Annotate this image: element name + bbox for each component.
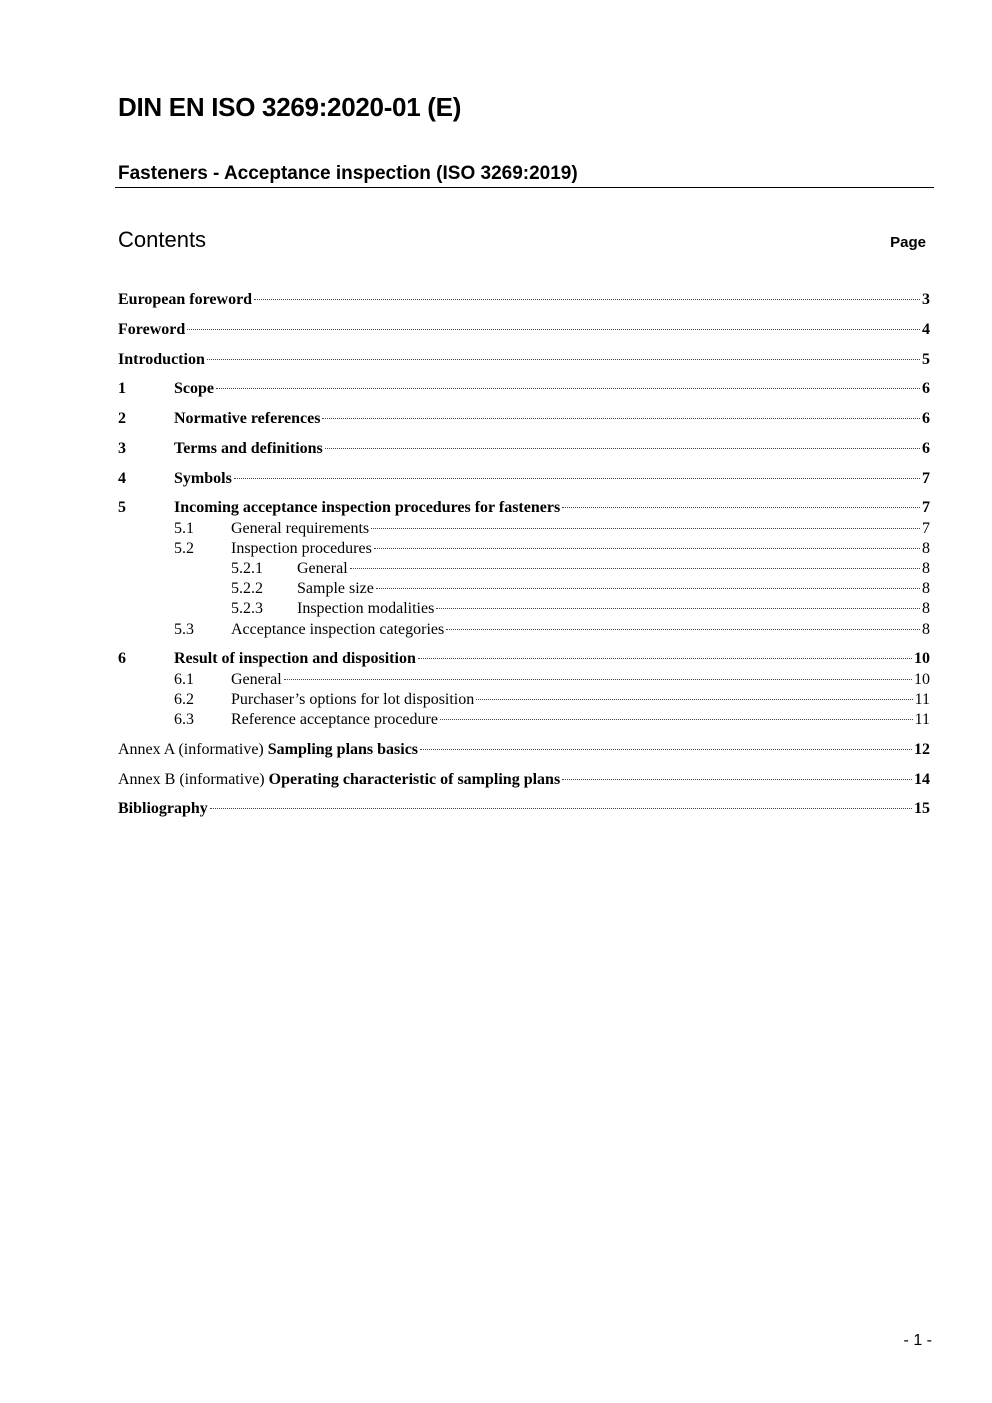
table-of-contents [118,290,930,819]
toc-entry-number: 5.2.1 [231,560,263,578]
toc-entry-page: 8 [922,580,930,598]
toc-entry-number: 1 [118,380,126,398]
toc-entry[interactable] [118,290,930,310]
toc-entry[interactable] [118,579,930,599]
toc-entry-title: Foreword [118,320,186,338]
toc-leader-dots [476,699,912,700]
toc-entry[interactable] [118,379,930,399]
toc-leader-dots [374,548,920,549]
toc-entry-title: General [297,560,348,578]
toc-entry-title: Incoming acceptance inspection procedures for fasteners [174,499,561,517]
toc-leader-dots [350,568,920,569]
toc-entry-page: 14 [914,770,930,788]
toc-entry-title: Result of inspection and disposition [174,650,416,668]
toc-entry[interactable] [118,559,930,579]
toc-entry-title: Symbols [174,469,232,487]
toc-entry-number: 6.1 [174,670,194,688]
toc-entry-page: 8 [922,560,930,578]
toc-entry-annex-prefix: Annex B (informative) [118,770,269,788]
toc-leader-dots [254,299,920,300]
toc-leader-dots [284,679,912,680]
toc-entry-page: 4 [922,320,930,338]
toc-entry-number: 5.3 [174,620,194,638]
toc-leader-dots [234,478,920,479]
toc-entry[interactable] [118,498,930,518]
toc-entry-number: 3 [118,439,126,457]
toc-entry-annex-prefix: Annex A (informative) [118,740,268,758]
toc-leader-dots [418,658,912,659]
toc-entry-number: 5.2.2 [231,580,263,598]
toc-leader-dots [216,388,920,389]
toc-leader-dots [322,418,920,419]
toc-entry[interactable] [118,439,930,459]
toc-entry[interactable] [118,690,930,710]
toc-leader-dots [562,779,912,780]
toc-entry-number: 6 [118,650,126,668]
toc-entry-page: 15 [914,800,930,818]
document-subtitle: Fasteners - Acceptance inspection (ISO 3269:2019) [118,163,578,184]
toc-entry-title: Normative references [174,410,321,428]
page-number: - 1 - [903,1332,932,1349]
title-divider [115,187,934,188]
toc-entry-annex-title: Operating characteristic of sampling plans [268,770,561,788]
toc-entry-title [118,740,418,760]
toc-entry-page: 6 [922,410,930,428]
toc-entry[interactable] [118,649,930,669]
toc-leader-dots [436,608,920,609]
toc-entry-page: 10 [914,670,930,688]
toc-entry-title: General [231,670,282,688]
toc-entry-number: 4 [118,469,126,487]
toc-entry-annex-title: Sampling plans basics [267,740,419,758]
toc-entry-page: 7 [922,499,930,517]
toc-entry-number: 5.2 [174,539,194,557]
toc-entry-number: 5 [118,499,126,517]
toc-entry-title: Terms and definitions [174,439,323,457]
toc-entry-page: 10 [914,650,930,668]
toc-entry[interactable] [118,740,930,760]
toc-leader-dots [207,359,920,360]
toc-entry[interactable] [118,320,930,340]
toc-entry-page: 8 [922,620,930,638]
page-column-label: Page [890,234,926,251]
toc-entry-title: Reference acceptance procedure [231,710,438,728]
toc-entry-title: Bibliography [118,800,208,818]
toc-entry[interactable] [118,799,930,819]
toc-entry-title: Inspection procedures [231,539,372,557]
toc-entry[interactable] [118,409,930,429]
toc-entry-page: 6 [922,439,930,457]
toc-entry-number: 5.1 [174,519,194,537]
toc-entry[interactable] [118,519,930,539]
toc-leader-dots [420,749,912,750]
toc-entry-page: 11 [914,710,930,728]
toc-entry-title: Acceptance inspection categories [231,620,445,638]
toc-entry-page: 12 [914,740,930,758]
toc-entry-page: 5 [922,350,930,368]
toc-entry-number: 2 [118,410,126,428]
toc-entry-title: European foreword [118,291,253,308]
toc-leader-dots [325,448,920,449]
toc-entry[interactable] [118,599,930,619]
toc-entry-title: General requirements [231,519,370,537]
toc-entry-title: Inspection modalities [297,600,435,618]
toc-entry-title: Scope [174,380,214,398]
toc-entry[interactable] [118,620,930,640]
toc-entry[interactable] [118,539,930,559]
toc-entry[interactable] [118,770,930,790]
toc-entry-number: 6.2 [174,690,194,708]
toc-leader-dots [440,719,913,720]
toc-entry-title: Purchaser’s options for lot disposition [231,690,475,708]
toc-entry-page: 11 [914,690,930,708]
toc-entry-page: 7 [922,469,930,487]
toc-leader-dots [562,507,920,508]
toc-entry-page: 6 [922,380,930,398]
toc-entry-page: 3 [922,291,930,308]
toc-entry-number: 5.2.3 [231,600,263,618]
toc-entry-title: Introduction [118,350,205,368]
toc-leader-dots [187,329,920,330]
toc-entry-title [118,770,560,790]
toc-entry[interactable] [118,710,930,730]
toc-entry[interactable] [118,670,930,690]
toc-entry[interactable] [118,350,930,370]
toc-leader-dots [376,588,920,589]
toc-entry-page: 7 [922,519,930,537]
toc-entry-title: Sample size [297,580,374,598]
toc-entry[interactable] [118,469,930,489]
document-title: DIN EN ISO 3269:2020-01 (E) [118,92,462,122]
toc-entry-page: 8 [922,600,930,618]
toc-leader-dots [210,808,912,809]
toc-leader-dots [371,528,920,529]
toc-leader-dots [446,629,920,630]
toc-entry-number: 6.3 [174,710,194,728]
contents-heading: Contents [118,227,207,252]
toc-entry-page: 8 [922,539,930,557]
